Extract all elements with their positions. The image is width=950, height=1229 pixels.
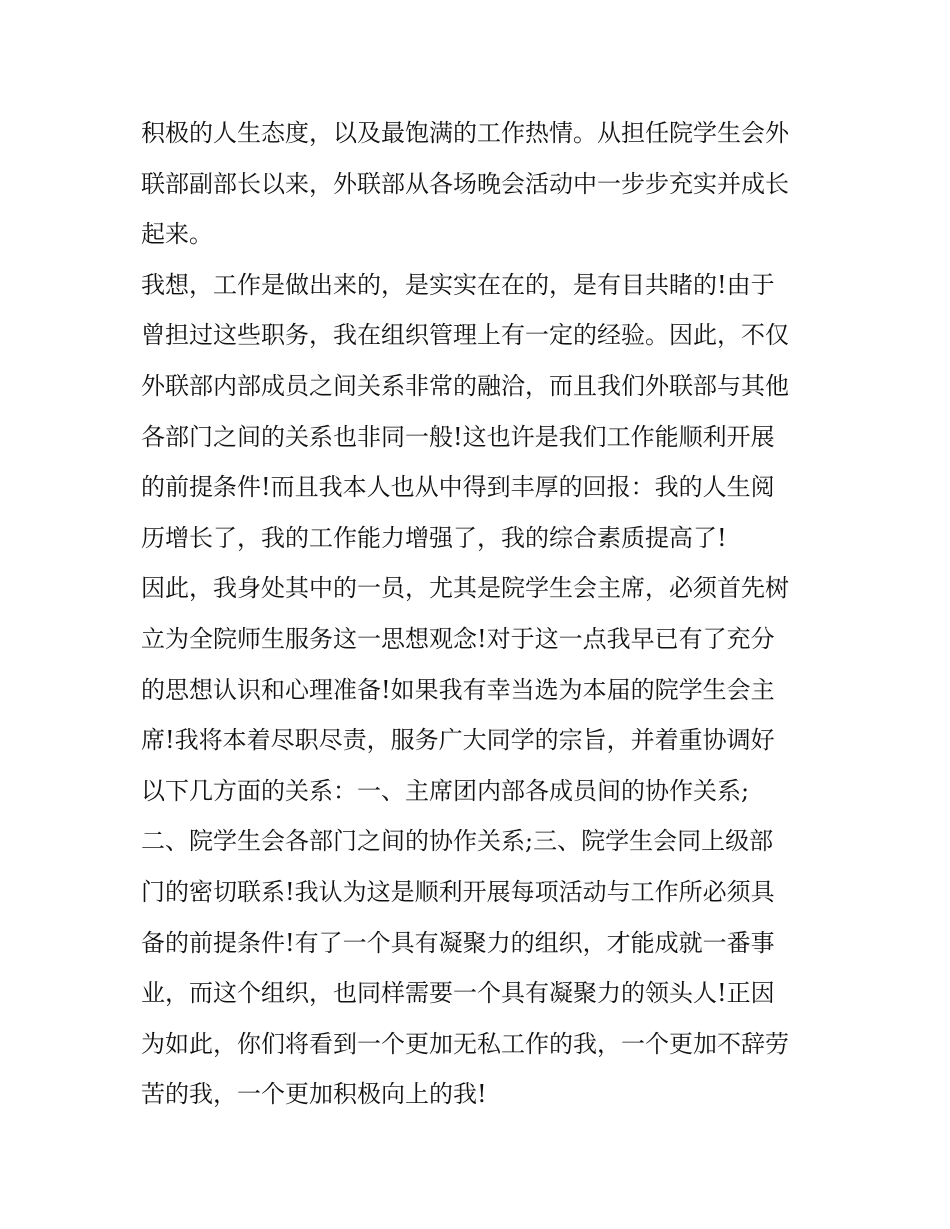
text-line-8: 的前提条件!而且我本人也从中得到丰厚的回报：我的人生阅: [141, 473, 775, 502]
text-line-19: 为如此，你们将看到一个更加无私工作的我，一个更加不辞劳: [141, 1029, 789, 1058]
text-line-14: 以下几方面的关系：一、主席团内部各成员间的协作关系;: [141, 776, 750, 805]
text-line-20: 苦的我，一个更加积极向上的我!: [141, 1080, 487, 1109]
body-text: [141, 108, 821, 1120]
text-line-4: 我想，工作是做出来的，是实实在在的，是有目共睹的!由于: [141, 270, 775, 299]
text-line-11: 立为全院师生服务这一思想观念!对于这一点我早已有了充分: [141, 624, 775, 653]
text-line-6: 外联部内部成员之间关系非常的融洽，而且我们外联部与其他: [141, 371, 789, 400]
text-line-7: 各部门之间的关系也非同一般!这也许是我们工作能顺利开展: [141, 422, 775, 451]
text-line-18: 业，而这个组织，也同样需要一个具有凝聚力的领头人!正因: [141, 979, 775, 1008]
text-line-17: 备的前提条件!有了一个具有凝聚力的组织，才能成就一番事: [141, 928, 775, 957]
text-line-1: 积极的人生态度，以及最饱满的工作热情。从担任院学生会外: [141, 119, 789, 147]
text-line-9: 历增长了，我的工作能力增强了，我的综合素质提高了!: [141, 523, 727, 552]
text-line-12: 的思想认识和心理准备!如果我有幸当选为本届的院学生会主: [141, 675, 775, 704]
text-line-5: 曾担过这些职务，我在组织管理上有一定的经验。因此，不仅: [141, 321, 789, 350]
text-line-13: 席!我将本着尽职尽责，服务广大同学的宗旨，并着重协调好: [141, 726, 775, 755]
text-line-16: 门的密切联系!我认为这是顺利开展每项活动与工作所必须具: [141, 877, 775, 906]
text-line-2: 联部副部长以来，外联部从各场晚会活动中一步步充实并成长: [141, 169, 789, 198]
text-line-3: 起来。: [141, 220, 213, 249]
text-line-10: 因此，我身处其中的一员，尤其是院学生会主席，必须首先树: [141, 574, 789, 603]
text-line-15: 二、院学生会各部门之间的协作关系;三、院学生会同上级部: [141, 827, 774, 856]
